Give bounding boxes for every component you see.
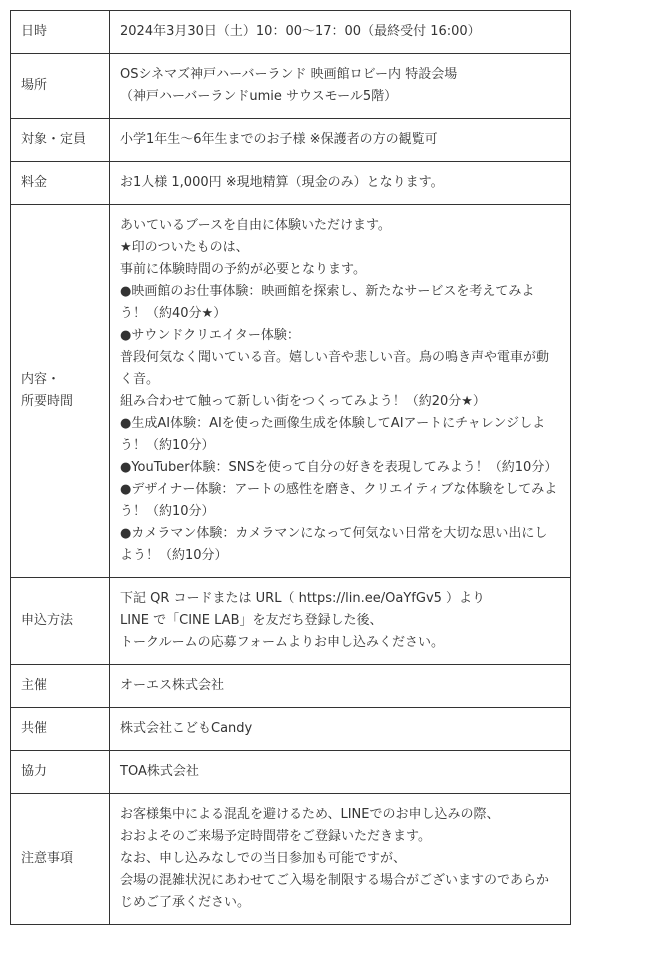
value-notes: お客様集中による混乱を避けるため、LINEでのお申し込みの際、 おおよそのご来場予定時間帯をご登録いただきます。 なお、申し込みなしでの当日参加も可能ですが、 会場の混雑状況にあわせてご入場を制限する場合がございますのであらかじめご了承ください。 (110, 794, 571, 925)
label-fee: 料金 (11, 162, 110, 205)
label-cooperation: 協力 (11, 751, 110, 794)
row-application (11, 578, 571, 665)
label-venue: 場所 (11, 54, 110, 119)
row-organizer (11, 665, 571, 708)
value-venue: OSシネマズ神戸ハーバーランド 映画館ロビー内 特設会場 （神戸ハーバーランドumie サウスモール5階） (110, 54, 571, 119)
label-notes: 注意事項 (11, 794, 110, 925)
value-datetime: 2024年3月30日（土）10：00〜17：00（最終受付 16:00） (110, 11, 571, 54)
value-content: あいているブースを自由に体験いただけます。 ★印のついたものは、 事前に体験時間の予約が必要となります。 ●映画館のお仕事体験：映画館を探索し、新たなサービスを考えてみよう！（約40分★） ●サウンドクリエイター体験： 普段何気なく聞いている音。嬉しい音や悲しい音。鳥の鳴き声や電車が動く音。 組み合わせて触って新しい街をつくってみよう！（約20分★） ●生成AI体験：AIを使った画像生成を体験してAIアートにチャレンジしよう！（約10分） ●YouTuber体験：SNSを使って自分の好きを表現してみよう！（約10分） ●デザイナー体験：アートの感性を磨き、クリエイティブな体験をしてみよう！（約10分） ●カメラマン体験：カメラマンになって何気ない日常を大切な思い出にしよう！（約10分） (110, 205, 571, 578)
label-target: 対象・定員 (11, 119, 110, 162)
row-venue (11, 54, 571, 119)
value-fee: お1人様 1,000円 ※現地精算（現金のみ）となります。 (110, 162, 571, 205)
row-content (11, 205, 571, 578)
label-datetime: 日時 (11, 11, 110, 54)
value-application: 下記 QR コードまたは URL（ https://lin.ee/OaYfGv5 ）より LINE で「CINE LAB」を友だち登録した後、 トークルームの応募フォームよりお申し込みください。 (110, 578, 571, 665)
label-organizer: 主催 (11, 665, 110, 708)
value-cooperation: TOA株式会社 (110, 751, 571, 794)
label-co-organizer: 共催 (11, 708, 110, 751)
label-content: 内容・ 所要時間 (11, 205, 110, 578)
event-info-table (10, 10, 571, 925)
row-notes (11, 794, 571, 925)
row-datetime (11, 11, 571, 54)
row-cooperation (11, 751, 571, 794)
row-fee (11, 162, 571, 205)
value-co-organizer: 株式会社こどもCandy (110, 708, 571, 751)
row-target (11, 119, 571, 162)
row-co-organizer (11, 708, 571, 751)
value-target: 小学1年生〜6年生までのお子様 ※保護者の方の観覧可 (110, 119, 571, 162)
value-organizer: オーエス株式会社 (110, 665, 571, 708)
label-application: 申込方法 (11, 578, 110, 665)
